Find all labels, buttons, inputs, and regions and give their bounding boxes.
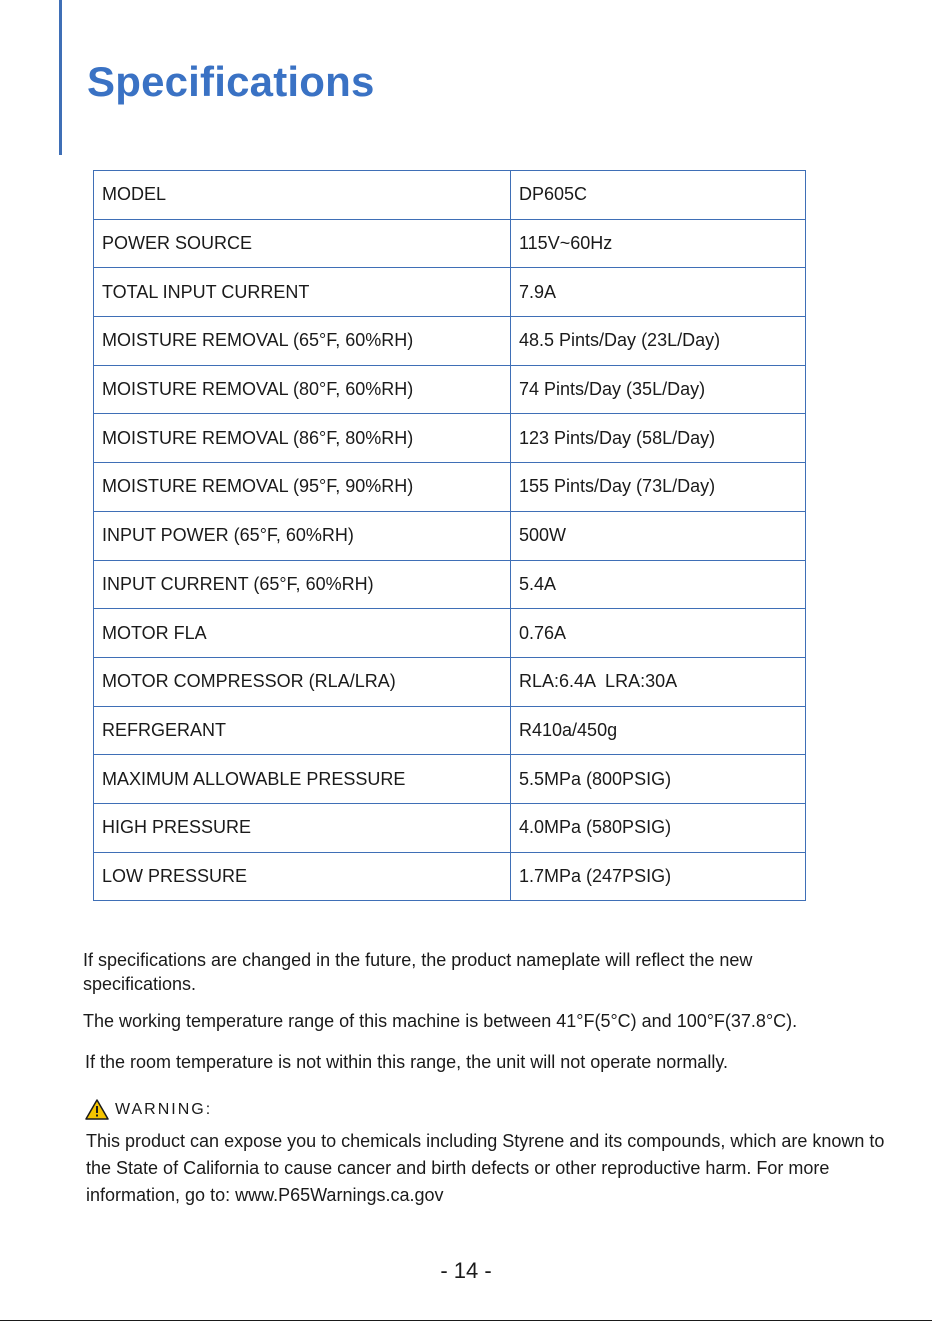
spec-label: MAXIMUM ALLOWABLE PRESSURE: [94, 755, 511, 804]
table-row: [94, 657, 806, 706]
spec-label: LOW PRESSURE: [94, 852, 511, 901]
room-temperature-note: If the room temperature is not within this range, the unit will not operate normally.: [85, 1052, 728, 1072]
spec-label: MOISTURE REMOVAL (65°F, 60%RH): [94, 317, 511, 366]
spec-label: MOTOR FLA: [94, 609, 511, 658]
specifications-table: [93, 170, 806, 901]
warning-label: WARNING:: [115, 1100, 213, 1118]
spec-label: POWER SOURCE: [94, 219, 511, 268]
spec-value: 115V~60Hz: [511, 219, 806, 268]
table-row: [94, 317, 806, 366]
spec-value: DP605C: [511, 171, 806, 220]
spec-value: 123 Pints/Day (58L/Day): [511, 414, 806, 463]
warning-triangle-icon: [85, 1099, 109, 1120]
spec-label: MOISTURE REMOVAL (86°F, 80%RH): [94, 414, 511, 463]
spec-value: RLA:6.4A LRA:30A: [511, 657, 806, 706]
table-row: [94, 706, 806, 755]
spec-label: MOISTURE REMOVAL (95°F, 90%RH): [94, 463, 511, 512]
spec-value: 4.0MPa (580PSIG): [511, 803, 806, 852]
spec-value: 48.5 Pints/Day (23L/Day): [511, 317, 806, 366]
table-row: [94, 511, 806, 560]
spec-value: 155 Pints/Day (73L/Day): [511, 463, 806, 512]
spec-label: MOTOR COMPRESSOR (RLA/LRA): [94, 657, 511, 706]
specification-change-note: If specifications are changed in the future, the product nameplate will reflect the new specifications.: [83, 950, 753, 994]
table-row: [94, 609, 806, 658]
table-row: [94, 463, 806, 512]
table-row: [94, 171, 806, 220]
spec-value: 74 Pints/Day (35L/Day): [511, 365, 806, 414]
spec-value: 500W: [511, 511, 806, 560]
table-row: [94, 803, 806, 852]
table-row: [94, 755, 806, 804]
spec-label: TOTAL INPUT CURRENT: [94, 268, 511, 317]
spec-label: REFRGERANT: [94, 706, 511, 755]
page-title: Specifications: [87, 58, 375, 105]
page-number: - 14 -: [440, 1258, 492, 1283]
spec-label: HIGH PRESSURE: [94, 803, 511, 852]
table-row: [94, 268, 806, 317]
spec-label: MOISTURE REMOVAL (80°F, 60%RH): [94, 365, 511, 414]
spec-value: 0.76A: [511, 609, 806, 658]
spec-value: 1.7MPa (247PSIG): [511, 852, 806, 901]
left-accent-rule: [59, 0, 62, 155]
table-row: [94, 852, 806, 901]
spec-value: 7.9A: [511, 268, 806, 317]
table-row: [94, 414, 806, 463]
warning-heading: [85, 1099, 212, 1120]
table-row: [94, 365, 806, 414]
warning-text: This product can expose you to chemicals including Styrene and its compounds, which are known to the State of California to cause cancer and birth defects or other reproductive harm. For more information, go to: www.P65Warnings.ca.gov: [86, 1131, 885, 1205]
temperature-range-note: The working temperature range of this machine is between 41°F(5°C) and 100°F(37.8°C).: [83, 1011, 798, 1031]
table-row: [94, 560, 806, 609]
spec-label: MODEL: [94, 171, 511, 220]
spec-value: R410a/450g: [511, 706, 806, 755]
spec-value: 5.4A: [511, 560, 806, 609]
spec-value: 5.5MPa (800PSIG): [511, 755, 806, 804]
spec-label: INPUT POWER (65°F, 60%RH): [94, 511, 511, 560]
table-row: [94, 219, 806, 268]
bottom-rule: [0, 1320, 932, 1321]
spec-label: INPUT CURRENT (65°F, 60%RH): [94, 560, 511, 609]
